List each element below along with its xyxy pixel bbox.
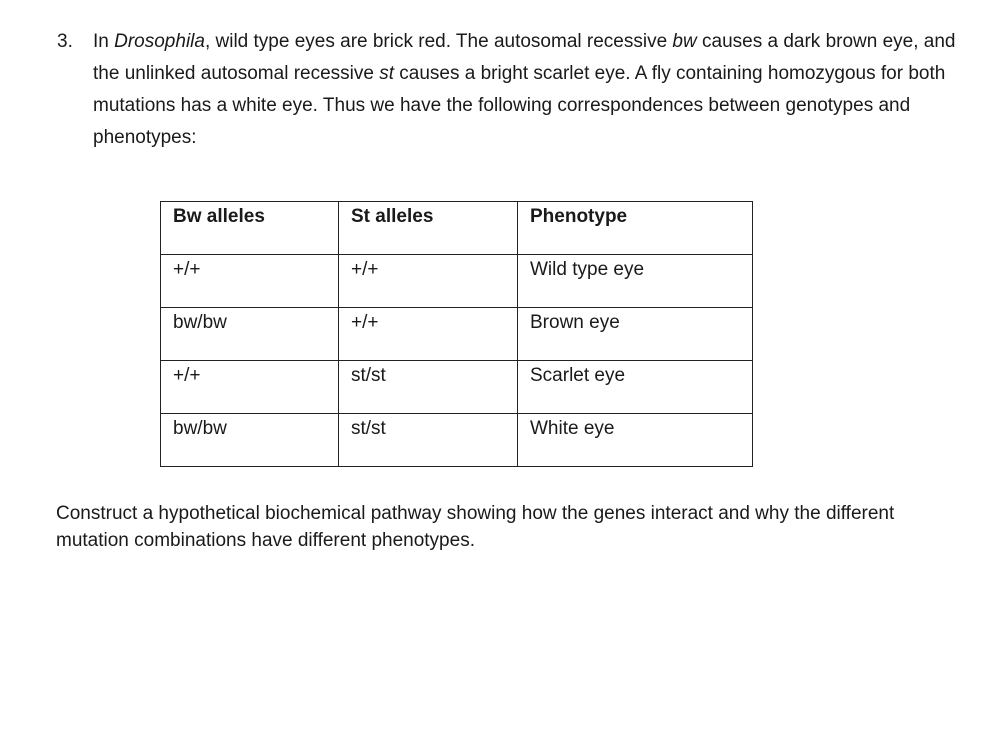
cell-bw: +/+ — [161, 255, 339, 308]
table-row — [161, 361, 753, 414]
header-bw-alleles: Bw alleles — [161, 202, 339, 255]
question-text-part: In — [93, 31, 115, 52]
task-prompt: Construct a hypothetical biochemical pathway showing how the genes interact and why the different mutation combinations have different phenotypes. — [56, 503, 895, 551]
cell-st: +/+ — [339, 308, 518, 361]
cell-bw: bw/bw — [161, 308, 339, 361]
cell-phenotype: Scarlet eye — [518, 361, 753, 414]
cell-phenotype: Wild type eye — [518, 255, 753, 308]
genotype-phenotype-table — [160, 201, 753, 467]
cell-phenotype: Brown eye — [518, 308, 753, 361]
question-text-part: , wild type eyes are brick red. The autosomal recessive — [204, 31, 673, 52]
cell-st: st/st — [339, 414, 518, 467]
gene-bw: bw — [672, 31, 697, 52]
table-row — [161, 308, 753, 361]
cell-st: +/+ — [339, 255, 518, 308]
question-number: 3. — [57, 31, 73, 52]
cell-bw: +/+ — [161, 361, 339, 414]
header-st-alleles: St alleles — [339, 202, 518, 255]
gene-st: st — [379, 63, 394, 84]
question-text — [93, 26, 987, 154]
question-text-part: causes a dark brown eye, and the unlinked autosomal recessive — [93, 31, 956, 84]
cell-st: st/st — [339, 361, 518, 414]
header-phenotype: Phenotype — [518, 202, 753, 255]
table-header-row — [161, 202, 753, 255]
table-row — [161, 414, 753, 467]
question-text-part: causes a bright scarlet eye. A fly containing homozygous for both mutations has a white eye. Thus we have the following correspondences between genotypes and phenotypes: — [93, 63, 946, 148]
organism-name: Drosophila — [114, 31, 205, 52]
cell-bw: bw/bw — [161, 414, 339, 467]
cell-phenotype: White eye — [518, 414, 753, 467]
table-row — [161, 255, 753, 308]
